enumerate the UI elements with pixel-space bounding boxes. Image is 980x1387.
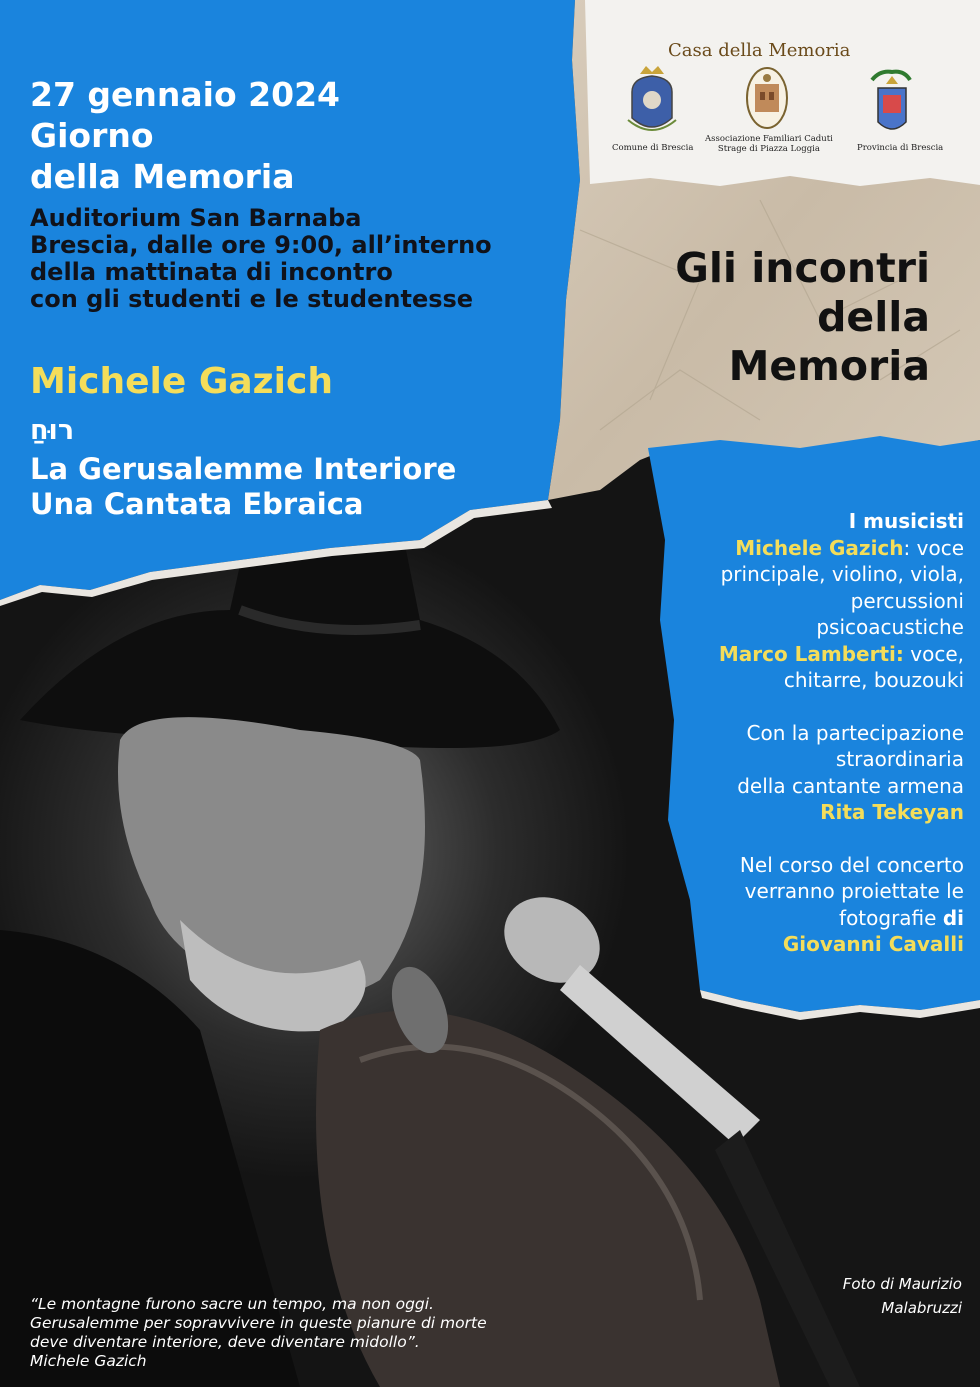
hebrew-word: רוּחַ xyxy=(30,415,75,446)
event-date: 27 gennaio 2024 xyxy=(30,75,340,114)
musician1-role: : voce xyxy=(903,535,964,560)
event-title-line1: Giorno xyxy=(30,116,154,155)
musician1-line4: psicoacustiche xyxy=(816,615,964,639)
quote-line2: Gerusalemme per sopravvivere in queste pianure di morte xyxy=(30,1314,487,1332)
event-details-line1: Brescia, dalle ore 9:00, all’interno xyxy=(30,231,492,259)
musician2-line2: chitarre, bouzouki xyxy=(783,668,964,692)
provincia-caption: Provincia di Brescia xyxy=(857,143,944,153)
musician1-line3: percussioni xyxy=(850,588,964,613)
comune-caption: Comune di Brescia xyxy=(612,143,694,153)
event-details-line3: con gli studenti e le studentesse xyxy=(30,285,474,313)
guest-line1: Con la partecipazione xyxy=(746,720,964,745)
event-header xyxy=(30,74,340,197)
quote-line1: “Le montagne furono sacre un tempo, ma non oggi. xyxy=(30,1295,434,1313)
photo-line1: Nel corso del concerto xyxy=(739,852,964,877)
event-venue: Auditorium San Barnaba xyxy=(30,204,362,232)
musician2-role: voce, xyxy=(903,641,964,666)
photo-line3-text: fotografie xyxy=(839,905,943,930)
work-title-line1: La Gerusalemme Interiore xyxy=(30,452,457,486)
event-details xyxy=(30,205,492,313)
quote-author: Michele Gazich xyxy=(30,1352,147,1370)
photo-credit xyxy=(843,1272,962,1320)
photo-line3-bold: di xyxy=(942,905,964,930)
associazione-caption-line2: Strage di Piazza Loggia xyxy=(717,144,820,154)
musician1-line2: principale, violino, viola, xyxy=(720,562,964,586)
event-details-line2: della mattinata di incontro xyxy=(30,258,393,286)
musician1-name: Michele Gazich xyxy=(735,535,904,560)
work-title-line2: Una Cantata Ebraica xyxy=(30,487,364,521)
musicians-heading: I musicisti xyxy=(848,509,964,533)
performer-name: Michele Gazich xyxy=(30,361,333,402)
photo-credit-line1: Foto di Maurizio xyxy=(842,1275,962,1293)
associazione-caption xyxy=(705,134,833,154)
quote-block xyxy=(30,1295,487,1371)
series-title-line1: Gli incontri xyxy=(675,244,930,292)
musician2-name: Marco Lamberti: xyxy=(718,641,904,666)
musician1-line1 xyxy=(719,535,964,562)
series-title-line2: della xyxy=(817,293,930,341)
guest-name: Rita Tekeyan xyxy=(820,800,964,824)
photo-credit-line2: Malabruzzi xyxy=(881,1299,962,1317)
guest-line2: straordinaria xyxy=(835,747,964,771)
photo-line3 xyxy=(719,905,964,932)
musicians-block xyxy=(719,508,964,958)
logo-header: Casa della Memoria xyxy=(668,40,851,61)
musician2-line1 xyxy=(719,641,964,668)
series-title xyxy=(675,244,930,391)
associazione-emblem-icon xyxy=(747,68,787,128)
guest-line3: della cantante armena xyxy=(737,773,964,798)
provincia-di-brescia-crest-icon xyxy=(872,72,910,129)
series-title-line3: Memoria xyxy=(728,342,930,390)
quote-line3: deve diventare interiore, deve diventare midollo”. xyxy=(30,1333,420,1351)
photo-line2: verranno proiettate le xyxy=(744,879,964,903)
associazione-caption-line1: Associazione Familiari Caduti xyxy=(705,134,833,144)
event-title-line2: della Memoria xyxy=(30,157,295,196)
photographer-name: Giovanni Cavalli xyxy=(782,932,964,956)
work-title xyxy=(30,452,456,522)
comune-di-brescia-crest-icon xyxy=(628,66,676,130)
